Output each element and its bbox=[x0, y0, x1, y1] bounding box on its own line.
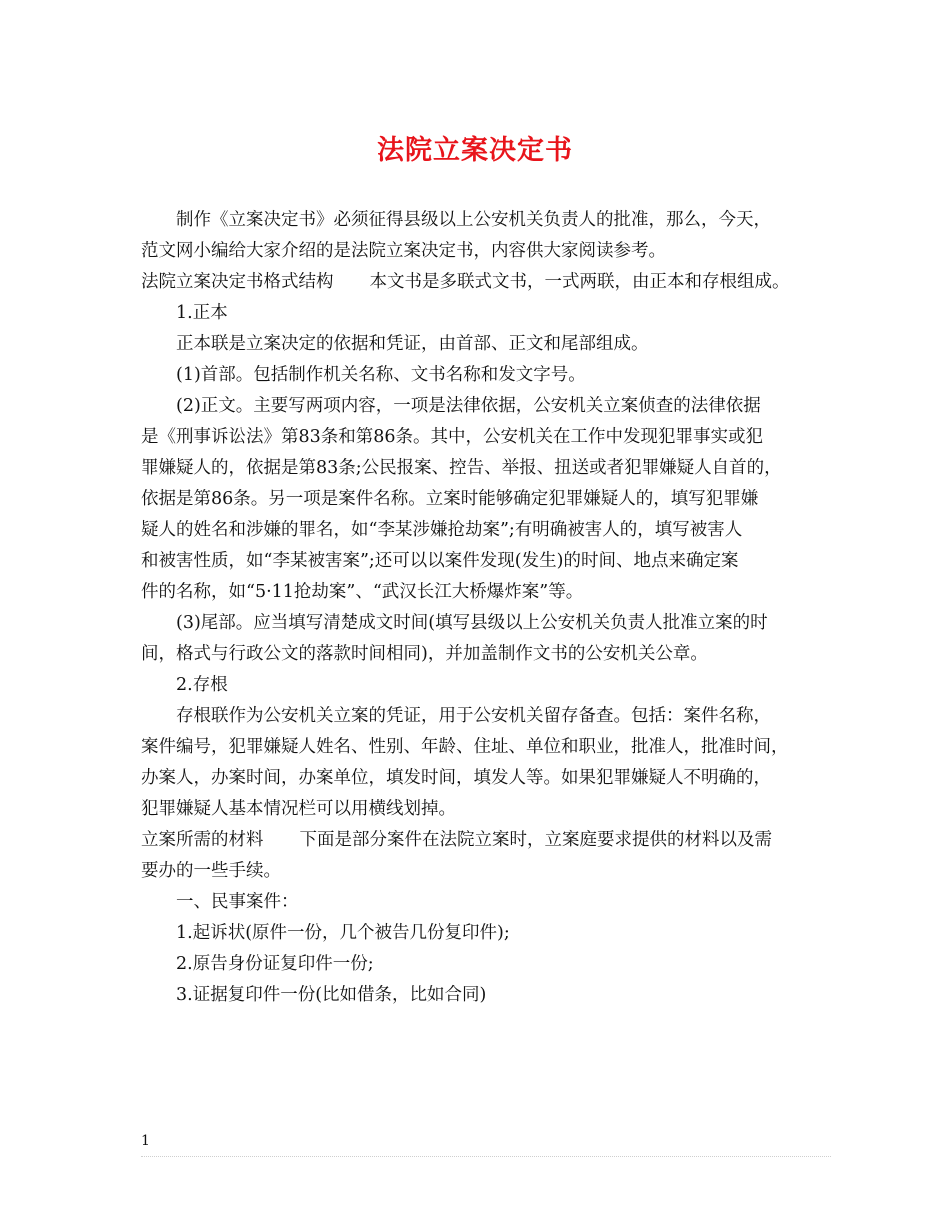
paragraph-line: 和被害性质，如“李某被害案”;还可以以案件发现(发生)的时间、地点来确定案 bbox=[141, 551, 739, 571]
paragraph-text: 本文书是多联式文书，一式两联，由正本和存根组成。 bbox=[369, 272, 790, 292]
paragraph-line: 件的名称，如“5·11抢劫案”、“武汉长江大桥爆炸案”等。 bbox=[141, 582, 584, 602]
subheading: 1.正本 bbox=[176, 303, 228, 323]
footer-divider bbox=[141, 1156, 831, 1157]
paragraph-line: (1)首部。包括制作机关名称、文书名称和发文字号。 bbox=[176, 365, 586, 385]
list-item: 1.起诉状(原件一份，几个被告几份复印件); bbox=[176, 923, 510, 943]
paragraph-line: (3)尾部。应当填写清楚成文时间(填写县级以上公安机关负责人批准立案的时 bbox=[176, 613, 768, 633]
paragraph-line bbox=[141, 267, 831, 298]
list-item: 3.证据复印件一份(比如借条，比如合同) bbox=[176, 985, 487, 1005]
page-number: 1 bbox=[141, 1133, 150, 1149]
paragraph-line: 制作《立案决定书》必须征得县级以上公安机关负责人的批准，那么，今天， bbox=[176, 210, 771, 230]
paragraph-line bbox=[141, 825, 831, 856]
paragraph-line: 要办的一些手续。 bbox=[141, 861, 281, 881]
paragraph-line: 案件编号，犯罪嫌疑人姓名、性别、年龄、住址、单位和职业，批准人，批准时间， bbox=[141, 737, 789, 757]
paragraph-line: 是《刑事诉讼法》第83条和第86条。其中，公安机关在工作中发现犯罪事实或犯 bbox=[141, 427, 764, 447]
document-body bbox=[141, 205, 831, 1011]
paragraph-line: 办案人，办案时间，办案单位，填发时间，填发人等。如果犯罪嫌疑人不明确的， bbox=[141, 768, 771, 788]
paragraph-line: 间，格式与行政公文的落款时间相同)，并加盖制作文书的公安机关公章。 bbox=[141, 644, 708, 664]
paragraph-line: 疑人的姓名和涉嫌的罪名，如“李某涉嫌抢劫案”;有明确被害人的，填写被害人 bbox=[141, 520, 743, 540]
paragraph-text: 下面是部分案件在法院立案时，立案庭要求提供的材料以及需 bbox=[299, 830, 772, 850]
section-heading: 法院立案决定书格式结构 bbox=[141, 272, 334, 292]
paragraph-line: (2)正文。主要写两项内容，一项是法律依据，公安机关立案侦查的法律依据 bbox=[176, 396, 761, 416]
section-heading: 立案所需的材料 bbox=[141, 830, 264, 850]
paragraph-line: 罪嫌疑人的，依据是第83条;公民报案、控告、举报、扭送或者犯罪嫌疑人自首的， bbox=[141, 458, 782, 478]
paragraph-line: 正本联是立案决定的依据和凭证，由首部、正文和尾部组成。 bbox=[176, 334, 649, 354]
list-item: 2.原告身份证复印件一份; bbox=[176, 954, 374, 974]
paragraph-line: 依据是第86条。另一项是案件名称。立案时能够确定犯罪嫌疑人的，填写犯罪嫌 bbox=[141, 489, 759, 509]
document-title: 法院立案决定书 bbox=[377, 135, 573, 166]
paragraph-line: 范文网小编给大家介绍的是法院立案决定书，内容供大家阅读参考。 bbox=[141, 241, 666, 261]
subheading: 2.存根 bbox=[176, 675, 228, 695]
paragraph-line: 犯罪嫌疑人基本情况栏可以用横线划掉。 bbox=[141, 799, 456, 819]
subheading: 一、民事案件： bbox=[176, 892, 299, 912]
paragraph-line: 存根联作为公安机关立案的凭证，用于公安机关留存备查。包括：案件名称， bbox=[176, 706, 771, 726]
